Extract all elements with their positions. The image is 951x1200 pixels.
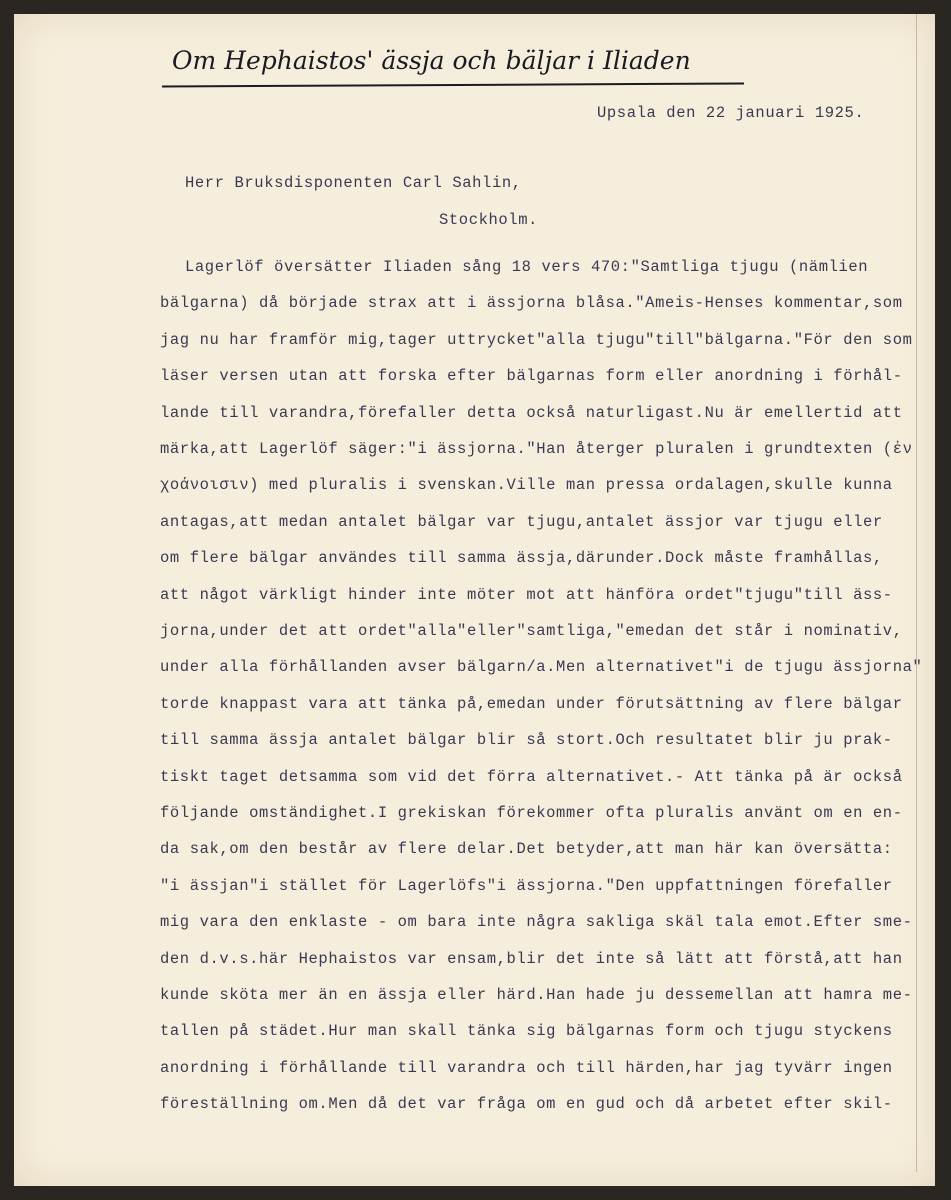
body-line: den d.v.s.här Hephaistos var ensam,blir det inte så lätt att förstå,att han bbox=[160, 949, 903, 968]
letter-page bbox=[14, 14, 935, 1186]
body-line: till samma ässja antalet bälgar blir så stort.Och resultatet blir ju prak- bbox=[160, 731, 893, 750]
body-line: antagas,att medan antalet bälgar var tjugu,antalet ässjor var tjugu eller bbox=[160, 512, 883, 531]
body-line: att något värkligt hinder inte möter mot att hänföra ordet"tjugu"till äss- bbox=[160, 585, 893, 604]
body-line: läser versen utan att forska efter bälgarnas form eller anordning i förhål- bbox=[160, 367, 903, 386]
body-line: χοάνοισιν) med pluralis i svenskan.Ville man pressa ordalagen,skulle kunna bbox=[160, 476, 893, 495]
body-line: föreställning om.Men då det var fråga om en gud och då arbetet efter skil- bbox=[160, 1095, 893, 1114]
title-underline bbox=[162, 82, 744, 87]
body-line: torde knappast vara att tänka på,emedan under förutsättning av flere bälgar bbox=[160, 694, 903, 713]
body-line: tallen på städet.Hur man skall tänka sig bälgarnas form och tjugu styckens bbox=[160, 1022, 893, 1041]
body-line: "i ässjan"i stället för Lagerlöfs"i ässjorna."Den uppfattningen förefaller bbox=[160, 876, 893, 895]
body-line: lande till varandra,förefaller detta också naturligast.Nu är emellertid att bbox=[160, 403, 903, 422]
letter-date: Upsala den 22 januari 1925. bbox=[597, 104, 865, 122]
body-line: följande omständighet.I grekiskan förekommer ofta pluralis använt om en en- bbox=[160, 804, 903, 822]
body-line: kunde sköta mer än en ässja eller härd.Han hade ju dessemellan att hamra me- bbox=[160, 986, 913, 1004]
letter-recipient: Herr Bruksdisponenten Carl Sahlin, bbox=[185, 174, 522, 192]
body-line: anordning i förhållande till varandra och till härden,har jag tyvärr ingen bbox=[160, 1058, 893, 1077]
body-line: mig vara den enklaste - om bara inte några sakliga skäl tala emot.Efter sme- bbox=[160, 913, 913, 932]
body-line: märka,att Lagerlöf säger:"i ässjorna."Han återger pluralen i grundtexten (ἐν bbox=[160, 440, 913, 458]
body-line: Lagerlöf översätter Iliaden sång 18 vers 470:"Samtliga tjugu (nämlien bbox=[185, 258, 869, 276]
body-line: tiskt taget detsamma som vid det förra alternativet.- Att tänka på är också bbox=[160, 767, 903, 786]
handwritten-title: Om Hephaistos' ässja och bäljar i Iliaden bbox=[172, 46, 691, 75]
body-line: da sak,om den består av flere delar.Det betyder,att man här kan översätta: bbox=[160, 840, 893, 859]
letter-city: Stockholm. bbox=[439, 211, 539, 229]
body-line: jag nu har framför mig,tager uttrycket"alla tjugu"till"bälgarna."För den som bbox=[160, 330, 913, 349]
body-line: jorna,under det att ordet"alla"eller"samtliga,"emedan det står i nominativ, bbox=[160, 622, 903, 640]
body-line: om flere bälgar användes till samma ässja,därunder.Dock måste framhållas, bbox=[160, 549, 883, 568]
page-edge-line bbox=[916, 14, 917, 1172]
body-line: under alla förhållanden avser bälgarn/a.Men alternativet"i de tjugu ässjorna" bbox=[160, 658, 923, 677]
body-line: bälgarna) då började strax att i ässjorna blåsa."Ameis-Henses kommentar,som bbox=[160, 294, 903, 313]
